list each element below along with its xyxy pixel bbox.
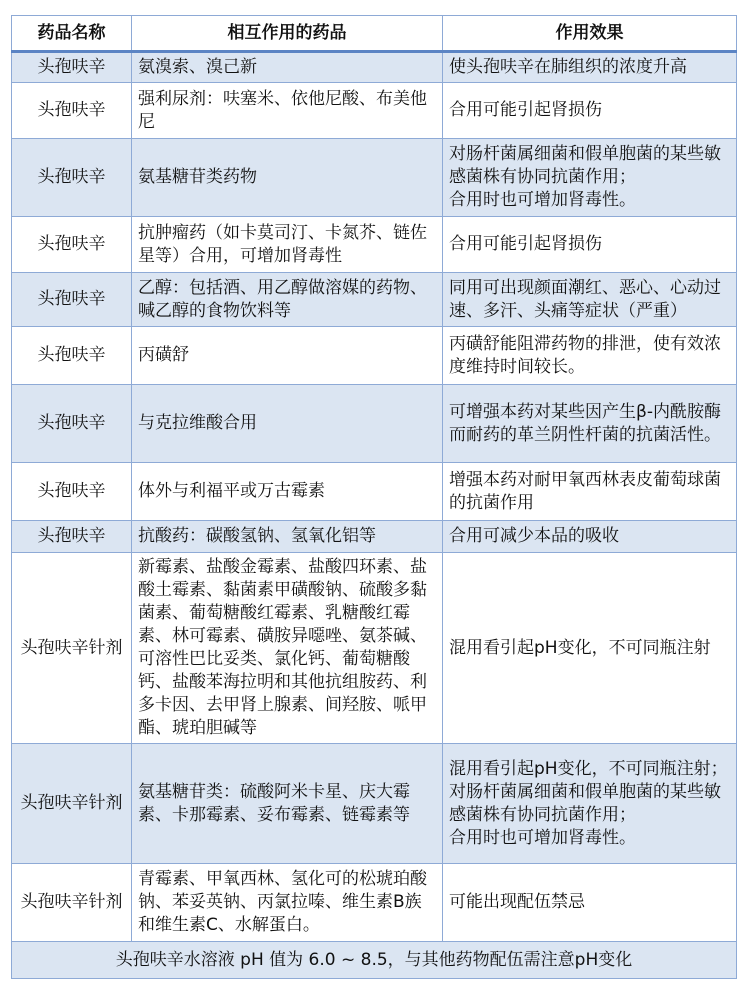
table-footer-row <box>12 942 737 979</box>
effect-cell: 合用可减少本品的吸收 <box>443 521 737 553</box>
interacting-drugs-cell: 丙磺舒 <box>132 327 443 385</box>
drug-name-cell: 头孢呋辛 <box>12 463 132 521</box>
drug-name-cell: 头孢呋辛针剂 <box>12 744 132 864</box>
drug-name-cell: 头孢呋辛针剂 <box>12 864 132 942</box>
interacting-drugs-cell: 体外与利福平或万古霉素 <box>132 463 443 521</box>
interacting-drugs-cell: 抗肿瘤药（如卡莫司汀、卡氮芥、链佐星等）合用，可增加肾毒性 <box>132 217 443 273</box>
effect-cell: 对肠杆菌属细菌和假单胞菌的某些敏感菌株有协同抗菌作用； 合用时也可增加肾毒性。 <box>443 139 737 217</box>
effect-cell: 可能出现配伍禁忌 <box>443 864 737 942</box>
table-row <box>12 463 737 521</box>
drug-name-cell: 头孢呋辛针剂 <box>12 553 132 744</box>
table-row <box>12 327 737 385</box>
effect-cell: 可增强本药对某些因产生β-内酰胺酶而耐药的革兰阴性杆菌的抗菌活性。 <box>443 385 737 463</box>
effect-cell: 混用看引起pH变化，不可同瓶注射 <box>443 553 737 744</box>
effect-cell: 混用看引起pH变化，不可同瓶注射； 对肠杆菌属细菌和假单胞菌的某些敏感菌株有协同抗菌作用； 合用时也可增加肾毒性。 <box>443 744 737 864</box>
interacting-drugs-cell: 新霉素、盐酸金霉素、盐酸四环素、盐酸土霉素、黏菌素甲磺酸钠、硫酸多黏菌素、葡萄糖酸红霉素、乳糖酸红霉素、林可霉素、磺胺异噁唑、氨茶碱、可溶性巴比妥类、氯化钙、葡萄糖酸钙、盐酸苯海拉明和其他抗组胺药、利多卡因、去甲肾上腺素、间羟胺、哌甲酯、琥珀胆碱等 <box>132 553 443 744</box>
table-row <box>12 521 737 553</box>
table-row <box>12 52 737 83</box>
interacting-drugs-cell: 氨基糖苷类：硫酸阿米卡星、庆大霉素、卡那霉素、妥布霉素、链霉素等 <box>132 744 443 864</box>
effect-cell: 同用可出现颜面潮红、恶心、心动过速、多汗、头痛等症状（严重） <box>443 273 737 327</box>
effect-cell: 增强本药对耐甲氧西林表皮葡萄球菌的抗菌作用 <box>443 463 737 521</box>
drug-name-cell: 头孢呋辛 <box>12 139 132 217</box>
effect-cell: 合用可能引起肾损伤 <box>443 83 737 139</box>
effect-cell: 丙磺舒能阻滞药物的排泄，使有效浓度维持时间较长。 <box>443 327 737 385</box>
drug-name-cell: 头孢呋辛 <box>12 385 132 463</box>
table-header-row <box>12 16 737 52</box>
table-row <box>12 83 737 139</box>
effect-cell: 合用可能引起肾损伤 <box>443 217 737 273</box>
table-row <box>12 273 737 327</box>
table-row <box>12 217 737 273</box>
drug-interaction-table <box>11 15 737 979</box>
interacting-drugs-cell: 乙醇：包括酒、用乙醇做溶媒的药物、喊乙醇的食物饮料等 <box>132 273 443 327</box>
ph-note: 头孢呋辛水溶液 pH 值为 6.0 ~ 8.5，与其他药物配伍需注意pH变化 <box>12 942 737 979</box>
table-row <box>12 553 737 744</box>
header-drug-name: 药品名称 <box>12 16 132 52</box>
drug-name-cell: 头孢呋辛 <box>12 521 132 553</box>
header-effect: 作用效果 <box>443 16 737 52</box>
interacting-drugs-cell: 氨溴索、溴己新 <box>132 52 443 83</box>
effect-cell: 使头孢呋辛在肺组织的浓度升高 <box>443 52 737 83</box>
drug-name-cell: 头孢呋辛 <box>12 327 132 385</box>
header-interacting-drugs: 相互作用的药品 <box>132 16 443 52</box>
table-row <box>12 864 737 942</box>
drug-name-cell: 头孢呋辛 <box>12 217 132 273</box>
table-row <box>12 139 737 217</box>
drug-name-cell: 头孢呋辛 <box>12 52 132 83</box>
table-row <box>12 385 737 463</box>
interacting-drugs-cell: 与克拉维酸合用 <box>132 385 443 463</box>
interacting-drugs-cell: 氨基糖苷类药物 <box>132 139 443 217</box>
drug-name-cell: 头孢呋辛 <box>12 273 132 327</box>
interacting-drugs-cell: 青霉素、甲氧西林、氢化可的松琥珀酸钠、苯妥英钠、丙氯拉嗪、维生素B族和维生素C、水解蛋白。 <box>132 864 443 942</box>
interacting-drugs-cell: 强利尿剂：呋塞米、依他尼酸、布美他尼 <box>132 83 443 139</box>
interacting-drugs-cell: 抗酸药：碳酸氢钠、氢氧化铝等 <box>132 521 443 553</box>
table-row <box>12 744 737 864</box>
drug-name-cell: 头孢呋辛 <box>12 83 132 139</box>
